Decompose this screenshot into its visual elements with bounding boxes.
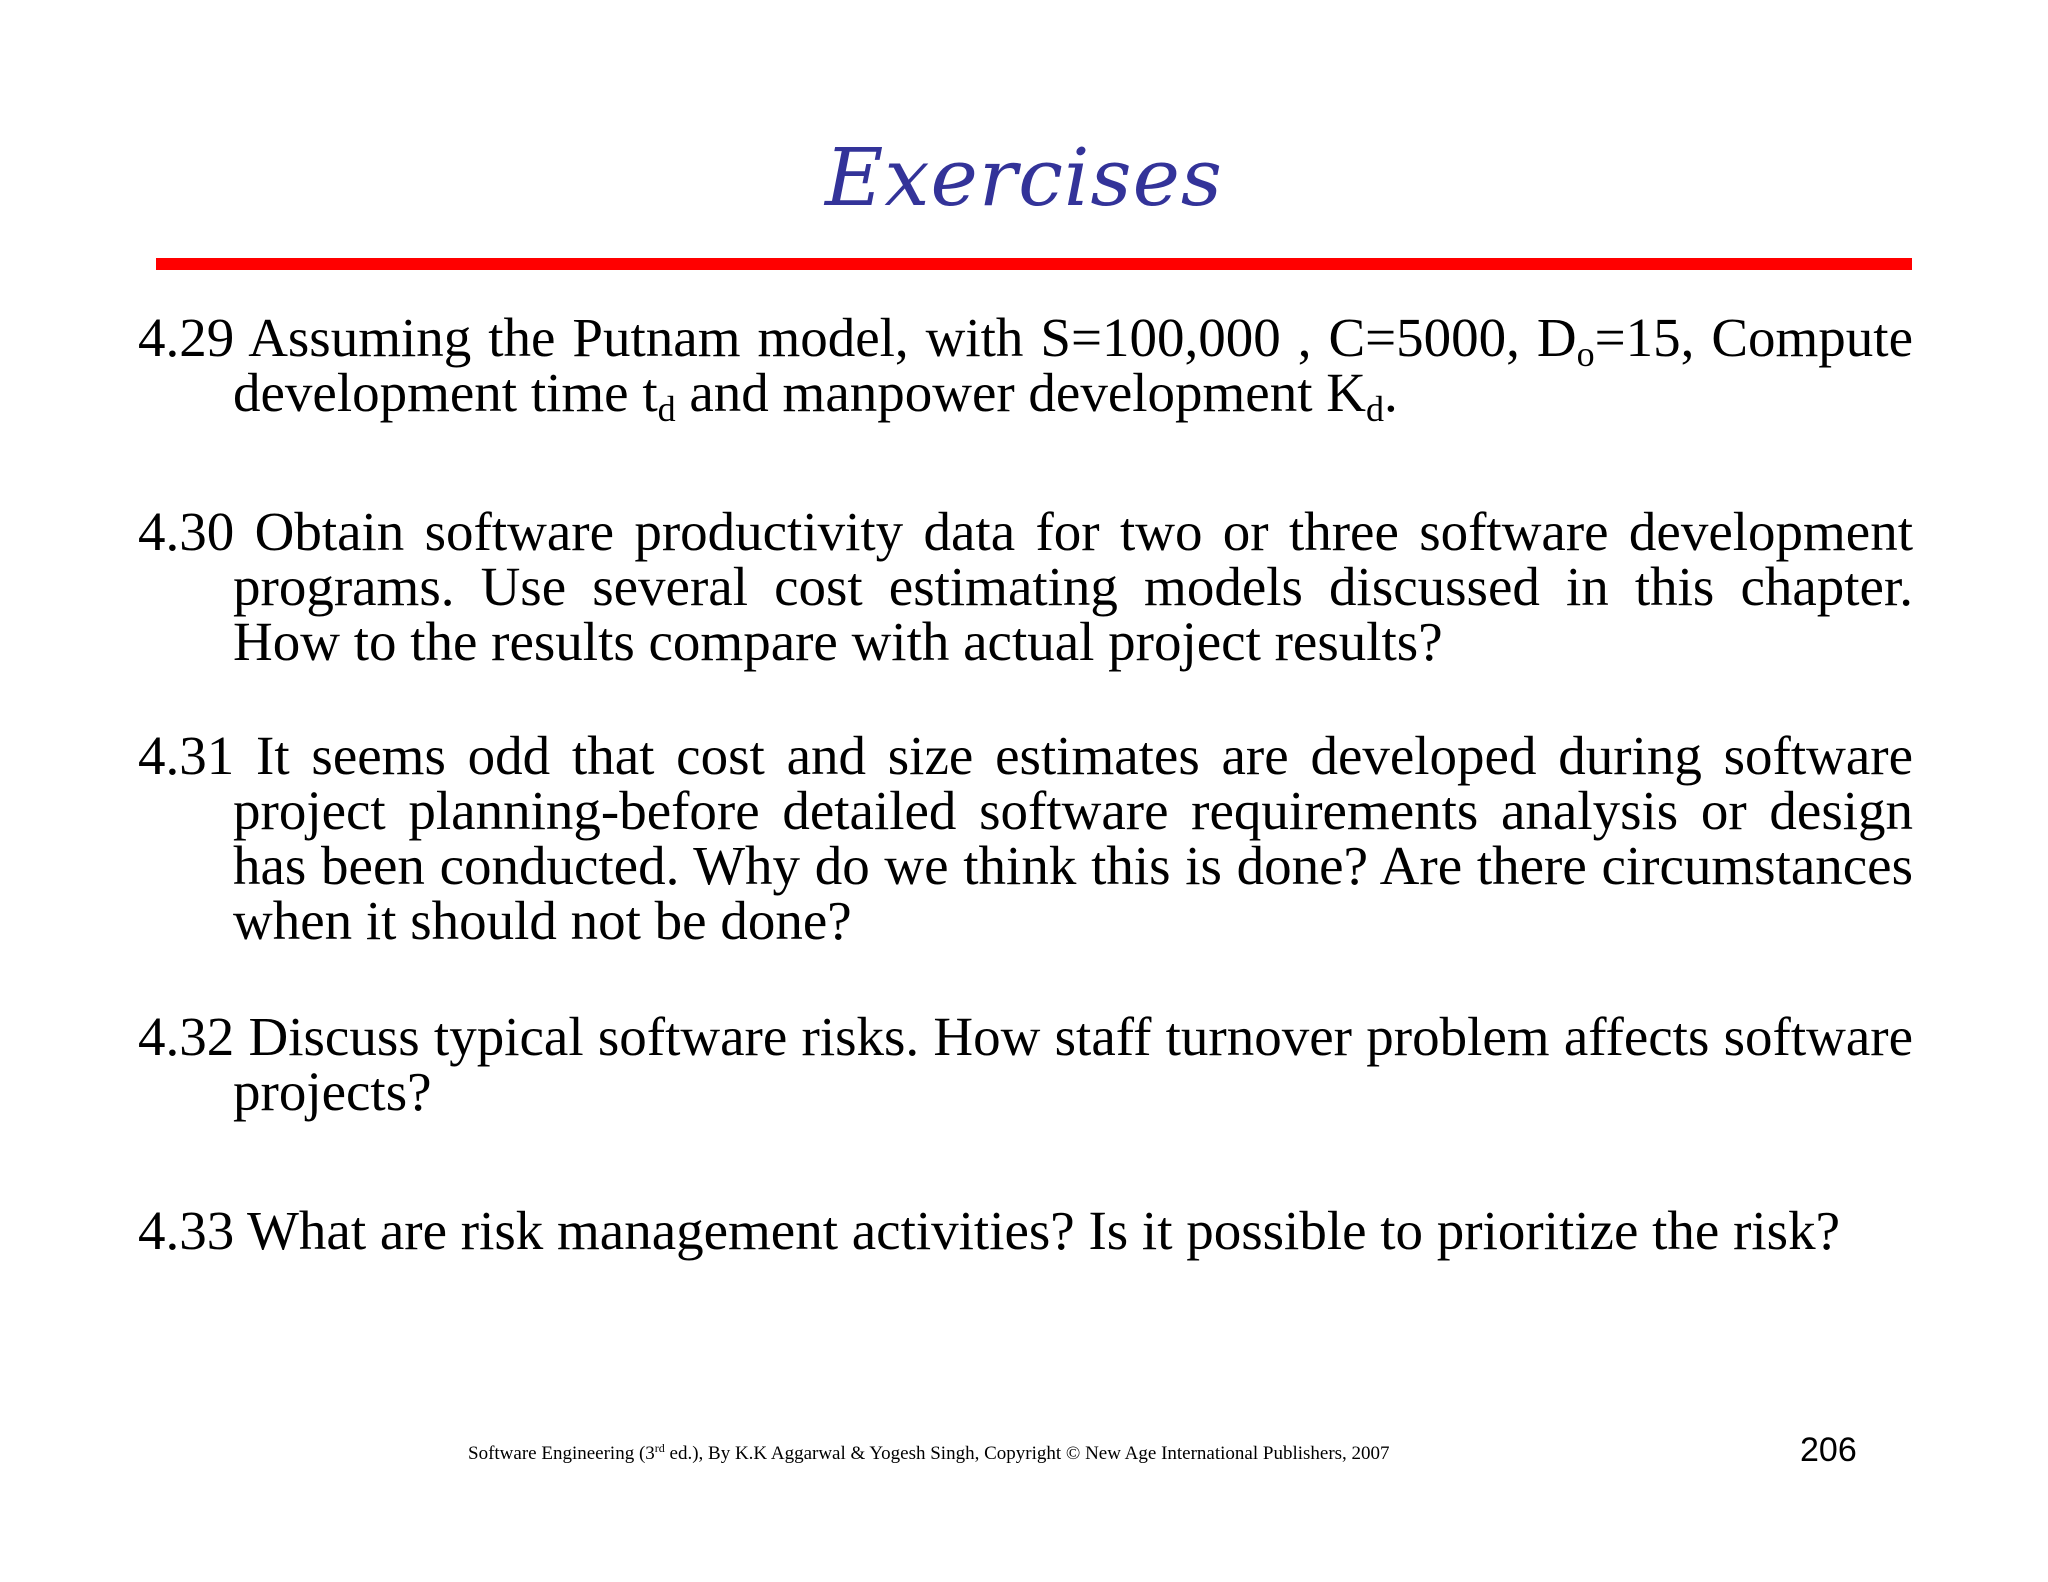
exercise-text: Discuss typical software risks. How staff turnover problem affects software projects? xyxy=(233,1006,1914,1122)
exercise-number: 4.30 xyxy=(138,501,235,562)
exercise-text: Obtain software productivity data for two or three software development programs. Use several cost estimating models discussed in this chapter. How to the results compare with actual project results? xyxy=(233,501,1913,672)
exercise-4-29 xyxy=(138,307,1913,429)
exercise-number: 4.33 xyxy=(138,1200,235,1261)
exercise-text: What are risk management activities? Is it possible to prioritize the risk? xyxy=(247,1200,1840,1261)
subscript: d xyxy=(1365,389,1384,429)
footer-text: Software Engineering (3 xyxy=(468,1443,655,1464)
exercise-number: 4.29 xyxy=(138,307,235,368)
exercise-4-32 xyxy=(138,1006,1914,1122)
exercise-text: It seems odd that cost and size estimates are developed during software project planning-before detailed software requirements analysis or design has been conducted. Why do we think this is done? Are there circumstances when it should not be done? xyxy=(233,725,1913,951)
exercise-4-31 xyxy=(138,725,1913,951)
footer-citation xyxy=(468,1442,1390,1466)
exercise-text-part: Assuming the Putnam model, with S=100,000 , C=5000, D xyxy=(248,307,1577,368)
footer-superscript: rd xyxy=(654,1441,665,1455)
exercise-text-part: =15, Compute development time t xyxy=(233,307,1913,423)
footer-text: ed.), By K.K Aggarwal & Yogesh Singh, Copyright © New Age International Publishers, 2007 xyxy=(664,1443,1390,1464)
exercise-text-part: and manpower development K xyxy=(675,362,1366,423)
slide-title: Exercises xyxy=(825,131,1223,224)
exercise-4-33 xyxy=(138,1200,1913,1261)
exercise-text-part: . xyxy=(1383,362,1398,423)
exercise-number: 4.31 xyxy=(138,725,235,786)
page-number: 206 xyxy=(1800,1431,1857,1469)
exercise-number: 4.32 xyxy=(138,1006,235,1067)
title-divider xyxy=(156,258,1912,270)
exercise-4-30 xyxy=(138,501,1913,672)
subscript: d xyxy=(657,389,676,429)
subscript: o xyxy=(1576,334,1595,374)
